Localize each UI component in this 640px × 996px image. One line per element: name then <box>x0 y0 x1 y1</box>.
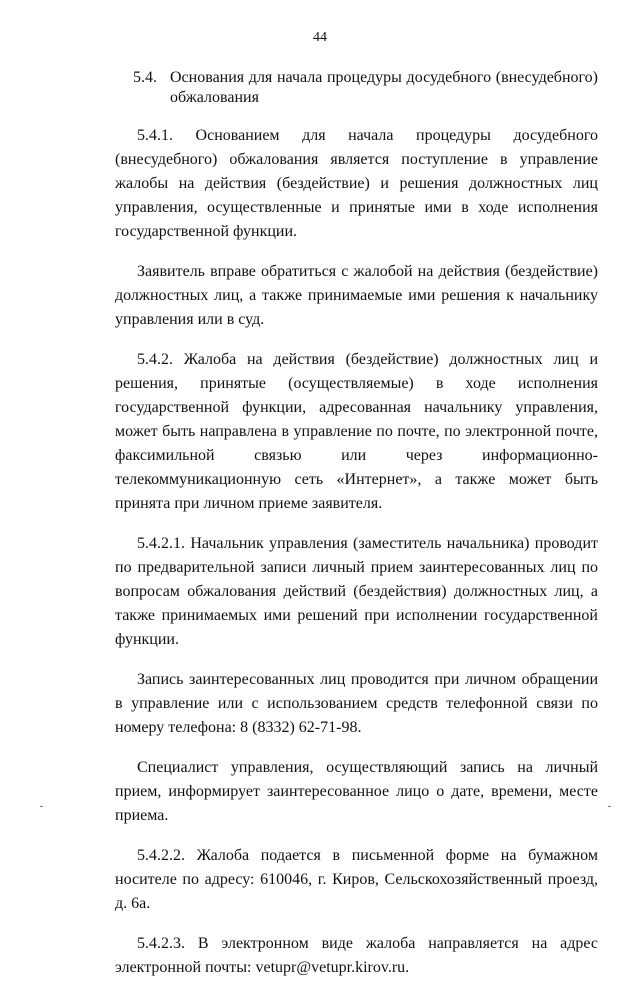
scan-mark-right <box>608 806 611 807</box>
paragraph-5-4-1: 5.4.1. Основанием для начала процедуры досудебного (внесудебного) обжалования является поступление в управление жалобы на действия (бездействие) и решения должностных лиц управления, осуществленные и принятые ими в ходе исполнения государственной функции. <box>115 127 598 240</box>
section-number: 5.4. <box>133 69 157 86</box>
paragraph-5-4-2-2: 5.4.2.2. Жалоба подается в письменной форме на бумажном носителе по адресу: 610046, г. Киров, Сельскохозяйственный проезд, д. 6а. <box>115 847 598 912</box>
paragraph-5-4-2: 5.4.2. Жалоба на действия (бездействие) должностных лиц и решения, принятые (осуществляемые) в ходе исполнения государственной функции, адресованная начальнику управления, может быть направлена в управление по почте, по электронной почте, факсимильной связью или через информационно-телекоммуникационную сеть «Интернет», а также может быть принята при личном приеме заявителя. <box>115 351 598 512</box>
paragraph-5-4-2-3: 5.4.2.3. В электронном виде жалоба направляется на адрес электронной почты: vetupr@vetupr.kirov.ru. <box>115 935 598 976</box>
paragraph-applicant-right: Заявитель вправе обратиться с жалобой на действия (бездействие) должностных лиц, а также принимаемые ими решения к начальнику управления или в суд. <box>115 263 598 328</box>
scan-mark-left <box>40 806 43 807</box>
section-title: Основания для начала процедуры досудебного (внесудебного) обжалования <box>170 69 598 106</box>
document-body <box>115 68 598 996</box>
section-heading <box>115 68 598 108</box>
paragraph-specialist-informs: Специалист управления, осуществляющий запись на личный прием, информирует заинтересованное лицо о дате, времени, месте приема. <box>115 759 598 824</box>
paragraph-5-4-2-1: 5.4.2.1. Начальник управления (заместитель начальника) проводит по предварительной записи личный прием заинтересованных лиц по вопросам обжалования действий (бездействия) должностных лиц, а также принимаемых ими решений при исполнении государственной функции. <box>115 535 598 648</box>
page-number: 44 <box>313 30 327 45</box>
paragraph-appointment-phone: Запись заинтересованных лиц проводится при личном обращении в управление или с использованием средств телефонной связи по номеру телефона: 8 (8332) 62-71-98. <box>115 671 598 736</box>
